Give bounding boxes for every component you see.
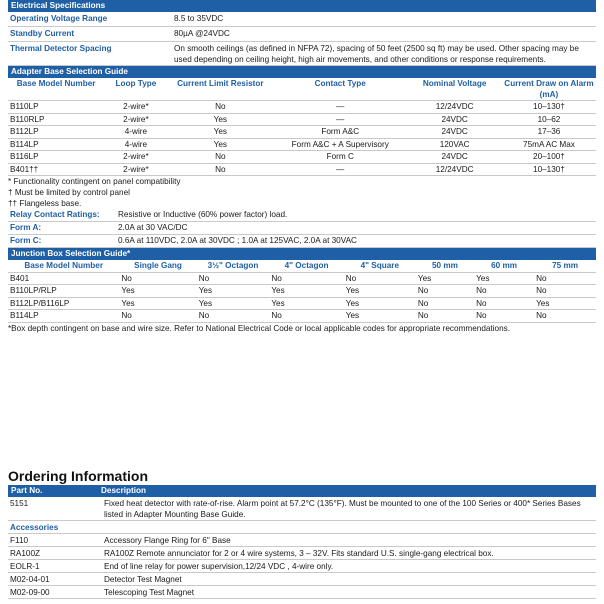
table-row [8,285,596,298]
table-cell: No [269,272,343,285]
table-cell: B401†† [8,163,104,176]
table-row [8,113,596,126]
part-number: EOLR-1 [10,562,40,571]
table-cell: B116LP [8,151,104,164]
part-description: RA100Z Remote annunciator for 2 or 4 wire systems, 3 – 32V. Fits standard U.S. single-gang electrical box. [104,549,494,558]
header-row [8,78,596,101]
column-header: 3½" Octagon [197,260,270,272]
table-cell: No [534,272,596,285]
table-cell: 4-wire [104,138,167,151]
table-cell: B110LP/RLP [8,285,119,298]
column-header: 50 mm [416,260,474,272]
table-cell: Yes [119,297,196,310]
table-cell: Yes [416,272,474,285]
spec-row [8,42,596,66]
junction-box-header: Junction Box Selection Guide* [8,248,596,260]
part-number: M02-04-01 [10,575,50,584]
ordering-row [8,560,596,573]
table-cell: 17–36 [502,126,596,139]
table-cell: Form A&C + A Supervisory [273,138,407,151]
ordering-header-row [8,485,596,497]
table-row [8,272,596,285]
ordering-table [8,485,596,599]
table-cell: 4-wire [104,126,167,139]
footnote: †† Flangeless base. [8,199,82,208]
electrical-specs-header: Electrical Specifications [8,0,596,12]
header-row [8,260,596,272]
relay-value: 0.6A at 110VDC, 2.0A at 30VDC ; 1.0A at 125VAC, 2.0A at 30VAC [118,236,357,245]
ordering-title: Ordering Information [8,468,148,484]
column-header: Loop Type [104,78,167,101]
part-number: 5151 [10,499,29,508]
column-header: Current Draw on Alarm (mA) [502,78,596,101]
table-cell: No [168,163,273,176]
table-row [8,126,596,139]
column-header: Nominal Voltage [407,78,502,101]
table-cell: Yes [344,297,416,310]
table-cell: No [534,285,596,298]
table-cell: No [168,101,273,114]
ordering-row [8,497,596,521]
relay-row [8,235,596,248]
table-cell: No [197,272,270,285]
column-header: 75 mm [534,260,596,272]
table-cell: 2-wire* [104,163,167,176]
table-cell: Yes [197,297,270,310]
part-description: Detector Test Magnet [104,575,182,584]
table-cell: Yes [168,126,273,139]
table-cell: No [344,272,416,285]
table-cell: Yes [168,138,273,151]
table-cell: Yes [269,285,343,298]
part-number: M02-09-00 [10,588,50,597]
table-cell: 120VAC [407,138,502,151]
table-cell: 2-wire* [104,101,167,114]
column-header: Contact Type [273,78,407,101]
accessories-label: Accessories [8,521,596,534]
table-cell: No [534,310,596,323]
ordering-row [8,547,596,560]
spec-value: 80µA @24VDC [174,29,230,38]
part-number: RA100Z [10,549,41,558]
table-cell: B112LP/B116LP [8,297,119,310]
table-cell: Yes [197,285,270,298]
column-header: Single Gang [119,260,196,272]
table-cell: Yes [269,297,343,310]
electrical-specs-table [8,12,596,66]
spec-value: On smooth ceilings (as defined in NFPA 72), spacing of 50 feet (2500 sq ft) may be used. Other spacing may be used depending on ceiling height, high air movements, and other conditions or response requirements. [174,44,579,64]
relay-label: Form A: [10,223,42,232]
column-header: Base Model Number [8,260,119,272]
part-description: Telescoping Test Magnet [104,588,194,597]
table-cell: B110LP [8,101,104,114]
column-header: 60 mm [474,260,534,272]
table-cell: 24VDC [407,126,502,139]
table-cell: No [119,310,196,323]
table-cell: — [273,101,407,114]
relay-row [8,209,596,222]
part-description: Accessory Flange Ring for 6" Base [104,536,231,545]
table-row [8,101,596,114]
table-cell: Yes [344,310,416,323]
table-cell: No [474,285,534,298]
table-cell: B110RLP [8,113,104,126]
relay-label: Form C: [10,236,42,245]
relay-value: Resistive or Inductive (60% power factor) load. [118,210,288,219]
adapter-notes [8,176,596,209]
relay-value: 2.0A at 30 VAC/DC [118,223,188,232]
ordering-col-desc: Description [101,486,147,495]
spec-row [8,12,596,27]
table-cell: 12/24VDC [407,163,502,176]
table-cell: No [416,285,474,298]
table-cell: 20–100† [502,151,596,164]
table-cell: Form C [273,151,407,164]
column-header: Current Limit Resistor [168,78,273,101]
relay-label: Relay Contact Ratings: [10,210,100,219]
table-cell: B114LP [8,310,119,323]
table-cell: 10–130† [502,163,596,176]
table-cell: Yes [119,285,196,298]
table-cell: No [197,310,270,323]
table-cell: Yes [168,113,273,126]
table-cell: 24VDC [407,151,502,164]
part-number: F110 [10,536,29,545]
table-row [8,138,596,151]
table-cell: No [269,310,343,323]
table-cell: No [119,272,196,285]
table-cell: 2-wire* [104,113,167,126]
ordering-row [8,573,596,586]
table-cell: No [416,297,474,310]
table-cell: 24VDC [407,113,502,126]
table-row [8,151,596,164]
part-description: Fixed heat detector with rate-of-rise. Alarm point at 57.2°C (135°F). Must be mounted to one of the 100 Series or 400* Series Bases listed in Adapter Mounting Base Guide. [104,499,581,519]
adapter-base-table [8,78,596,176]
footnote: † Must be limited by control panel [8,188,130,197]
ordering-row [8,586,596,599]
relay-row [8,222,596,235]
junction-note: *Box depth contingent on base and wire size. Refer to National Electrical Code or local applicable codes for appropriate recommendations. [8,323,510,333]
table-cell: 10–62 [502,113,596,126]
spec-value: 8.5 to 35VDC [174,14,224,23]
ordering-row [8,534,596,547]
table-row [8,163,596,176]
adapter-base-header: Adapter Base Selection Guide [8,66,596,78]
table-cell: B112LP [8,126,104,139]
junction-box-table [8,260,596,323]
spec-label: Operating Voltage Range [10,14,108,23]
part-description: End of line relay for power supervision,12/24 VDC , 4-wire only. [104,562,334,571]
table-cell: No [168,151,273,164]
table-cell: — [273,163,407,176]
spec-row [8,27,596,42]
table-row [8,297,596,310]
table-cell: 10–130† [502,101,596,114]
table-cell: 12/24VDC [407,101,502,114]
table-cell: 75mA AC Max [502,138,596,151]
table-cell: Yes [474,272,534,285]
column-header: Base Model Number [8,78,104,101]
footnote: * Functionality contingent on panel compatibility [8,177,181,186]
table-cell: 2-wire* [104,151,167,164]
ordering-col-part: Part No. [11,486,43,495]
table-cell: Yes [344,285,416,298]
table-row [8,310,596,323]
table-cell: Form A&C [273,126,407,139]
column-header: 4" Octagon [269,260,343,272]
table-cell: B114LP [8,138,104,151]
table-cell: — [273,113,407,126]
spec-label: Standby Current [10,29,75,38]
relay-contact-ratings [8,209,596,248]
table-cell: B401 [8,272,119,285]
table-cell: No [474,297,534,310]
spec-label: Thermal Detector Spacing [10,44,112,53]
table-cell: No [416,310,474,323]
table-cell: Yes [534,297,596,310]
table-cell: No [474,310,534,323]
column-header: 4" Square [344,260,416,272]
